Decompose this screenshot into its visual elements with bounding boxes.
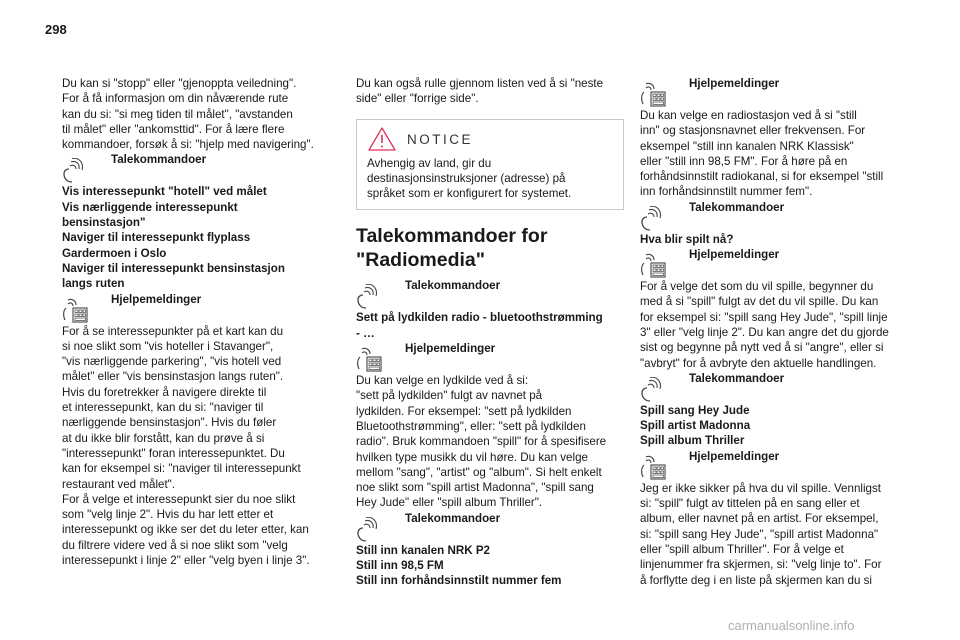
column-1 bbox=[62, 76, 332, 568]
help-paragraph: Jeg er ikke sikker på hva du vil spille. Vennligst si: "spill" fulgt av tittelen på en sang eller et album, eller navnet på en artist. For eksempel, si: "spill sang Hey Jude", "spill artist Madonna" eller "spill album Thriller". For å velge et linjenummer fra skjermen, si: "velg linje to". For å forflytte deg i en liste på skjermen kan du si bbox=[640, 481, 882, 587]
voice-command-heading bbox=[356, 511, 624, 543]
help-message-label: Hjelpemeldinger bbox=[689, 248, 780, 262]
command-list: Sett på lydkilden radio - bluetoothstrømming - … bbox=[356, 311, 603, 340]
help-message-heading bbox=[62, 292, 332, 324]
help-paragraph: Du kan velge en radiostasjon ved å si "still inn" og stasjonsnavnet eller frekvensen. For eksempel "still inn kanalen NRK Klassisk" eller "still inn 98,5 FM". For å høre på en forhåndsinnstilt radiokanal, si for eksempel "still inn forhåndsinnstilt nummer fem". bbox=[640, 109, 884, 199]
help-message-icon bbox=[356, 347, 382, 373]
notice-title: NOTICE bbox=[407, 131, 474, 147]
warning-triangle-icon bbox=[367, 126, 397, 152]
column-2 bbox=[356, 76, 624, 589]
voice-command-icon bbox=[356, 284, 382, 310]
help-message-icon bbox=[640, 253, 666, 279]
help-message-heading bbox=[640, 449, 916, 481]
help-message-icon bbox=[62, 298, 88, 324]
column-3 bbox=[640, 76, 916, 588]
voice-command-heading bbox=[640, 200, 916, 232]
help-message-label: Hjelpemeldinger bbox=[689, 449, 780, 463]
help-paragraph: For å velge det som du vil spille, begynner du med å si "spill" fulgt av det du vil spille. Du kan for eksempel si: "spill sang Hey Jude", "spill linje 3" eller "velg linje 2". Du kan angre det du gjorde sist og begynne på nytt ved å si "angre", eller si "avbryt" for å avbryte den aktuelle handlingen. bbox=[640, 280, 889, 370]
voice-command-heading bbox=[62, 152, 332, 184]
help-message-label: Hjelpemeldinger bbox=[689, 77, 780, 90]
help-paragraph: Du kan velge en lydkilde ved å si: "sett på lydkilden" fulgt av navnet på lydkilden. For eksempel: "sett på lydkilden Bluetoothstrømming", eller: "sett på lydkilden radio". Bruk kommandoen "spill" for å spesifisere hvilken type musikk du vil høre. Du kan velge mellom "sang", "artist" og "album". Si helt enkelt noe slikt som "spill artist Madonna", "spill sang Hey Jude" eller "spill album Thriller". bbox=[356, 374, 607, 510]
section-title: Talekommandoer for "Radiomedia" bbox=[356, 225, 548, 272]
page-number: 298 bbox=[45, 22, 67, 37]
help-message-icon bbox=[640, 82, 666, 108]
help-message-label: Hjelpemeldinger bbox=[405, 342, 496, 356]
voice-command-label: Talekommandoer bbox=[405, 279, 501, 293]
help-message-label: Hjelpemeldinger bbox=[111, 292, 202, 306]
command-list: Hva blir spilt nå? bbox=[640, 232, 734, 246]
voice-command-heading bbox=[640, 371, 916, 403]
help-message-heading bbox=[640, 76, 916, 108]
intro-paragraph: Du kan si "stopp" eller "gjenoppta veiledning". For å få informasjon om din nåværende rute kan du si: "si meg tiden til målet", "avstanden til målet" eller "ankomsttid". For å lære flere kommandoer, forsøk å si: "hjelp med navigering". bbox=[62, 77, 314, 152]
command-list: Spill sang Hey Jude Spill artist Madonna Spill album Thriller bbox=[640, 403, 751, 448]
voice-command-icon bbox=[640, 206, 666, 232]
command-list: Still inn kanalen NRK P2 Still inn 98,5 FM Still inn forhåndsinnstilt nummer fem bbox=[356, 543, 562, 588]
voice-command-icon bbox=[640, 377, 666, 403]
command-list: Vis interessepunkt "hotell" ved målet Vis nærliggende interessepunkt bensinstasjon" Naviger til interessepunkt flyplass Gardermoen i Oslo Naviger til interessepunkt bensinstasjon langs ruten bbox=[62, 185, 285, 291]
voice-command-icon bbox=[62, 158, 88, 184]
help-paragraph: For å se interessepunkter på et kart kan du si noe slikt som "vis hoteller i Stavanger", "vis nærliggende parkering", "vis hotell ved målet" eller "vis bensinstasjon langs ruten". Hvis du foretrekker å navigere direkte til et interessepunkt, kan du si: "naviger til nærliggende bensinstasjon". Hvis du føler at du ikke blir forstått, kan du prøve å si "interessepunkt" foran interessepunktet. Du kan for eksempel si: "naviger til interessepunkt restaurant ved målet". For å velge et interessepunkt sier du noe slikt som "velg linje 2". Hvis du har lett etter et interessepunkt og ikke ser det du leter etter, kan du filtrere videre ved å si noe slikt som "velg interessepunkt i linje 2" eller "velg byen i linje 3". bbox=[62, 324, 310, 568]
notice-box: NOTICE Avhengig av land, gir du destinasjonsinstruksjoner (adresse) på språket som er konfigurert for systemet. bbox=[356, 119, 624, 211]
help-message-heading bbox=[356, 341, 624, 373]
voice-command-label: Talekommandoer bbox=[405, 511, 501, 525]
help-message-icon bbox=[640, 455, 666, 481]
voice-command-icon bbox=[356, 517, 382, 543]
voice-command-heading bbox=[356, 278, 624, 310]
voice-command-label: Talekommandoer bbox=[111, 153, 207, 167]
scroll-paragraph: Du kan også rulle gjennom listen ved å si "neste side" eller "forrige side". bbox=[356, 77, 604, 106]
voice-command-label: Talekommandoer bbox=[689, 200, 785, 214]
help-message-heading bbox=[640, 247, 916, 279]
voice-command-label: Talekommandoer bbox=[689, 371, 785, 385]
watermark: carmanualsonline.info bbox=[728, 618, 855, 633]
